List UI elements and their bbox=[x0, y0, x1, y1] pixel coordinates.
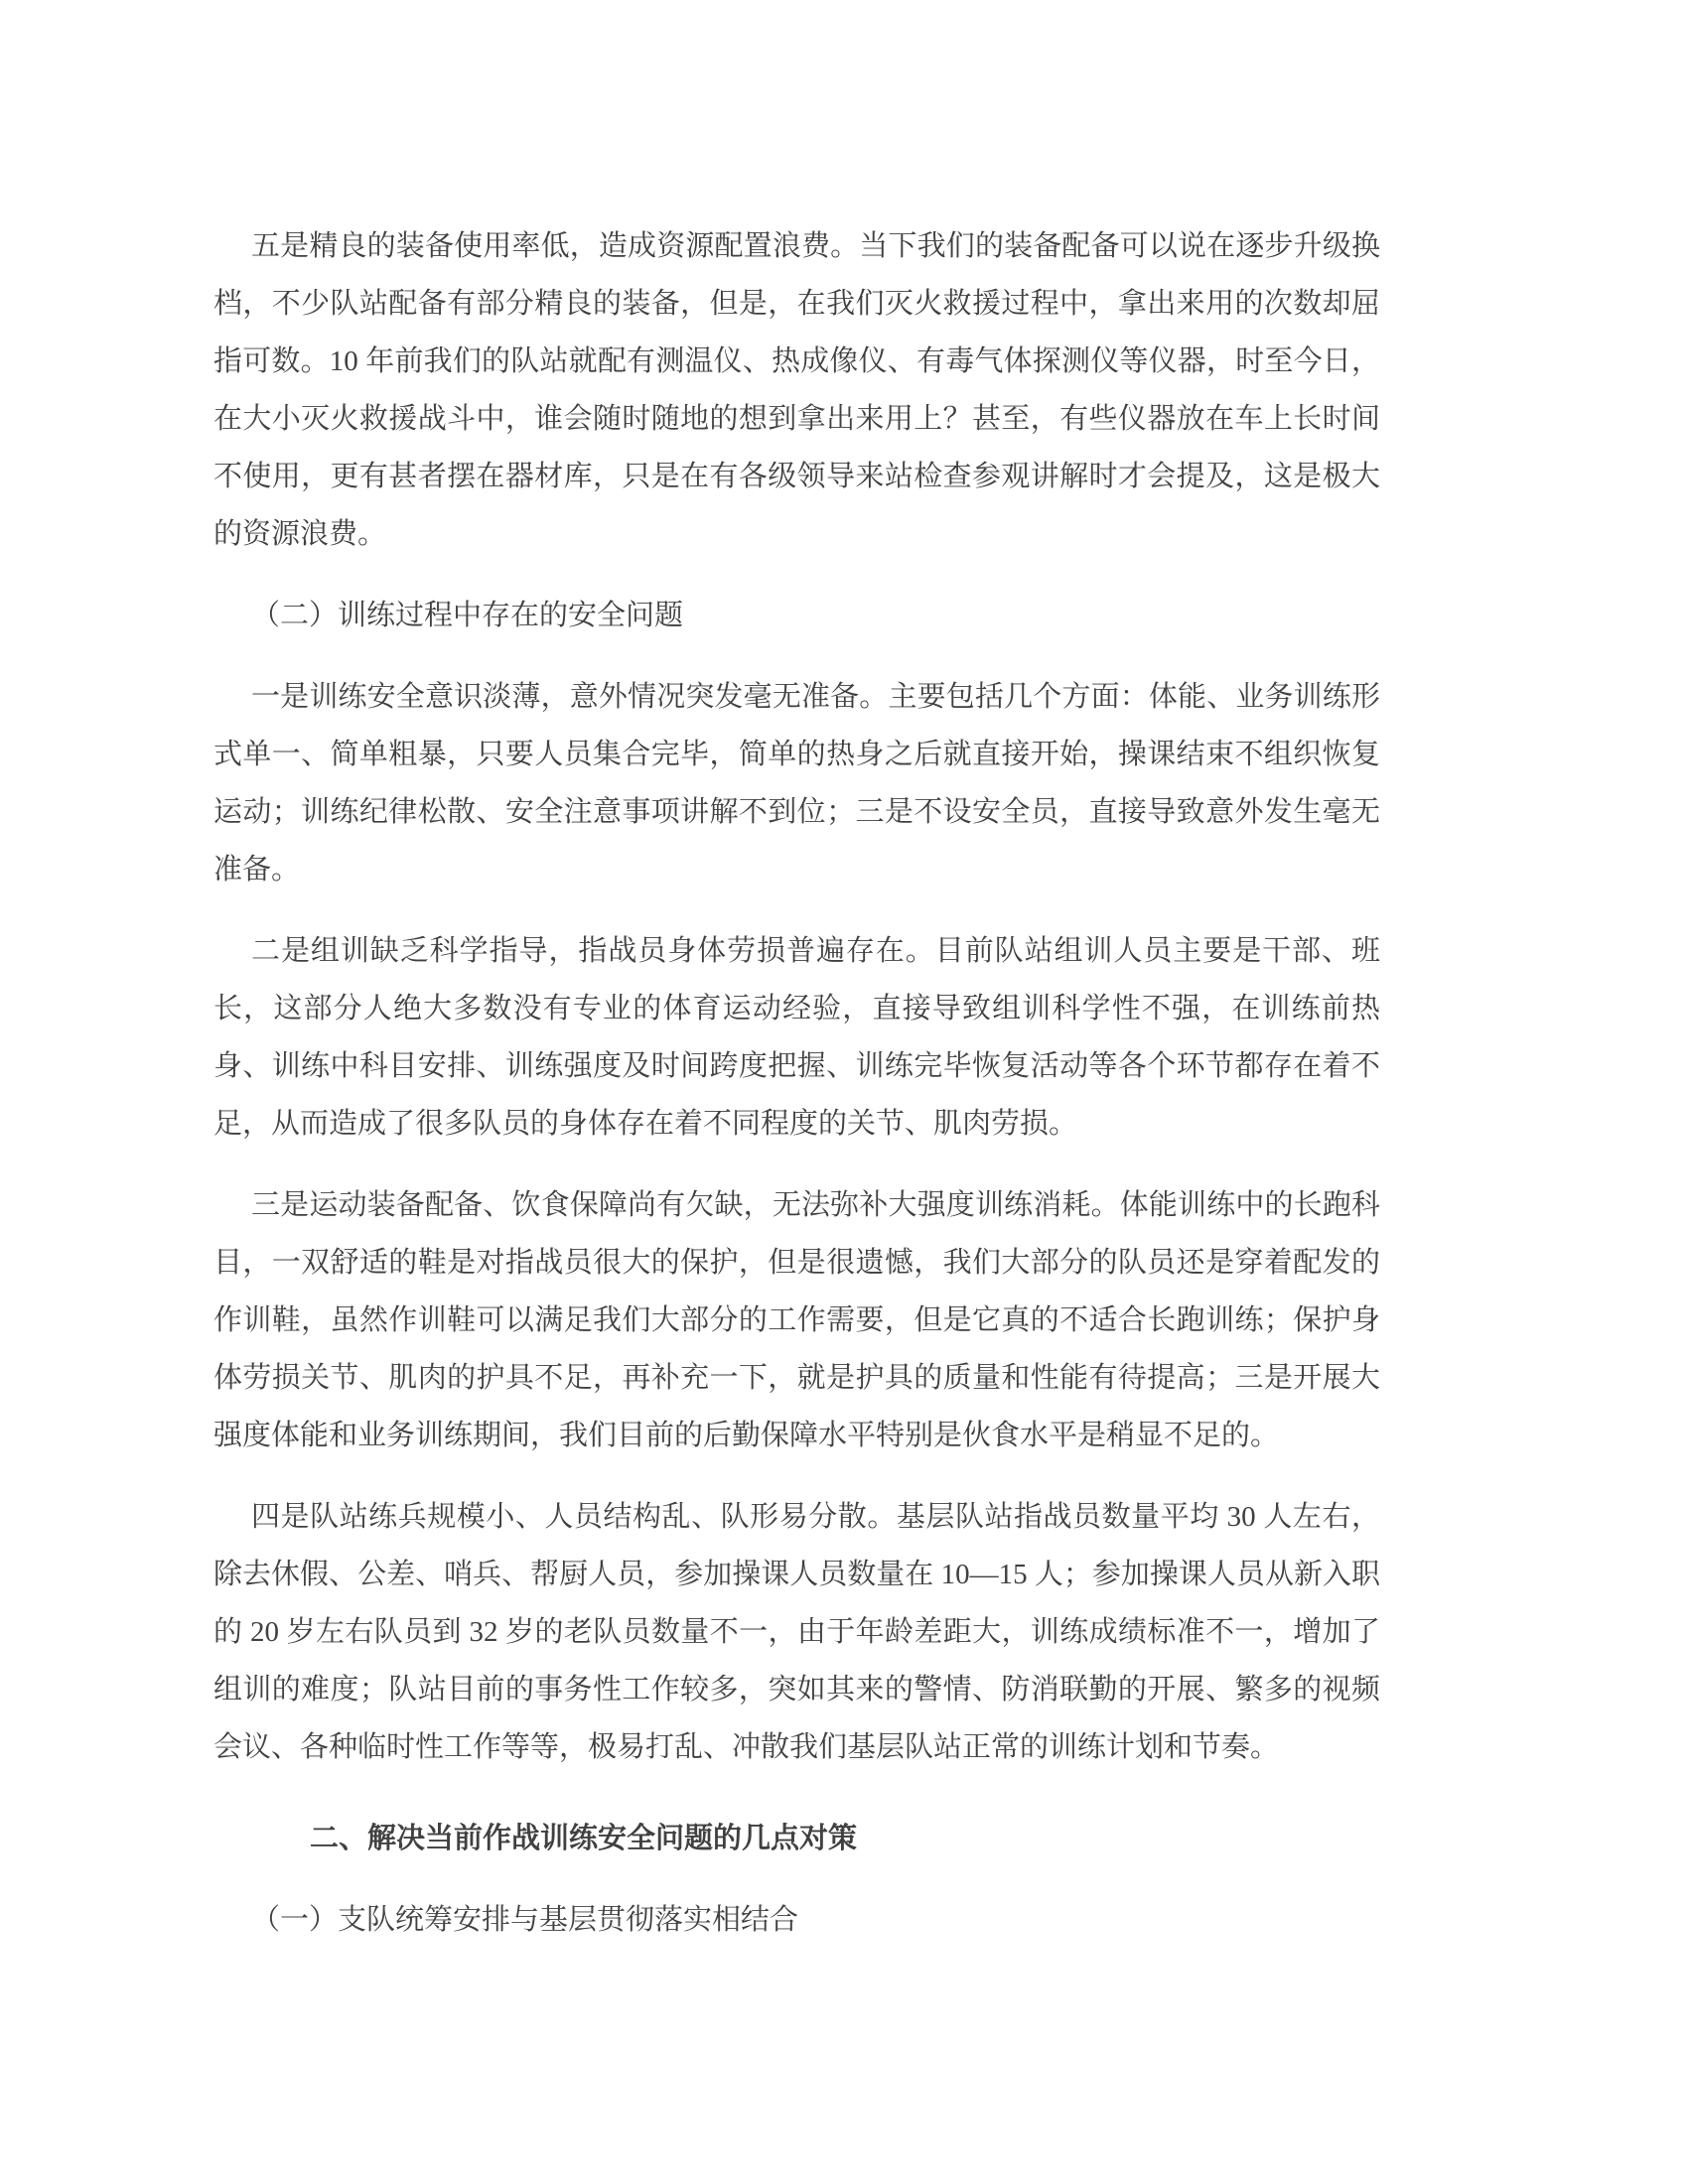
paragraph-point-one-safety-awareness: 一是训练安全意识淡薄，意外情况突发毫无准备。主要包括几个方面：体能、业务训练形式单一、简单粗暴，只要人员集合完毕，简单的热身之后就直接开始，操课结束不组织恢复运动；训练纪律松散、安全注意事项讲解不到位；三是不设安全员，直接导致意外发生毫无准备。 bbox=[213, 681, 1380, 886]
section-heading-detachment-coordination: （一）支队统筹安排与基层贯彻落实相结合 bbox=[251, 1904, 799, 1936]
paragraph-point-four-training-scale: 四是队站练兵规模小、人员结构乱、队形易分散。基层队站指战员数量平均 30 人左右，除去休假、公差、哨兵、帮厨人员，参加操课人员数量在 10—15 人；参加操课人员从新入职的 20 岁左右队员到 32 岁的老队员数量不一，由于年龄差距大，训练成绩标准不一，增加了组训的难度；队站目前的事务性工作较多，突如其来的警情、防消联勤的开展、繁多的视频会议、各种临时性工作等等，极易打乱、冲散我们基层队站正常的训练计划和节奏。 bbox=[213, 1501, 1380, 1763]
paragraph-point-three-equipment-diet-support: 三是运动装备配备、饮食保障尚有欠缺，无法弥补大强度训练消耗。体能训练中的长跑科目，一双舒适的鞋是对指战员很大的保护，但是很遗憾，我们大部分的队员还是穿着配发的作训鞋，虽然作训鞋可以满足我们大部分的工作需要，但是它真的不适合长跑训练；保护身体劳损关节、肌肉的护具不足，再补充一下，就是护具的质量和性能有待提高；三是开展大强度体能和业务训练期间，我们目前的后勤保障水平特别是伙食水平是稍显不足的。 bbox=[213, 1189, 1380, 1451]
paragraph-point-two-scientific-guidance: 二是组训缺乏科学指导，指战员身体劳损普遍存在。目前队站组训人员主要是干部、班长，这部分人绝大多数没有专业的体育运动经验，直接导致组训科学性不强，在训练前热身、训练中科目安排、训练强度及时间跨度把握、训练完毕恢复活动等各个环节都存在着不足，从而造成了很多队员的身体存在着不同程度的关节、肌肉劳损。 bbox=[213, 935, 1380, 1140]
section-heading-training-safety-issues: （二）训练过程中存在的安全问题 bbox=[251, 600, 684, 631]
paragraph-point-five-equipment-usage: 五是精良的装备使用率低，造成资源配置浪费。当下我们的装备配备可以说在逐步升级换档，不少队站配备有部分精良的装备，但是，在我们灭火救援过程中，拿出来用的次数却屈指可数。10 年前我们的队站就配有测温仪、热成像仪、有毒气体探测仪等仪器，时至今日，在大小灭火救援战斗中，谁会随时随地的想到拿出来用上？甚至，有些仪器放在车上长时间不使用，更有甚者摆在器材库，只是在有各级领导来站检查参观讲解时才会提及，这是极大的资源浪费。 bbox=[213, 230, 1380, 550]
chapter-heading-countermeasures: 二、解决当前作战训练安全问题的几点对策 bbox=[310, 1823, 858, 1854]
